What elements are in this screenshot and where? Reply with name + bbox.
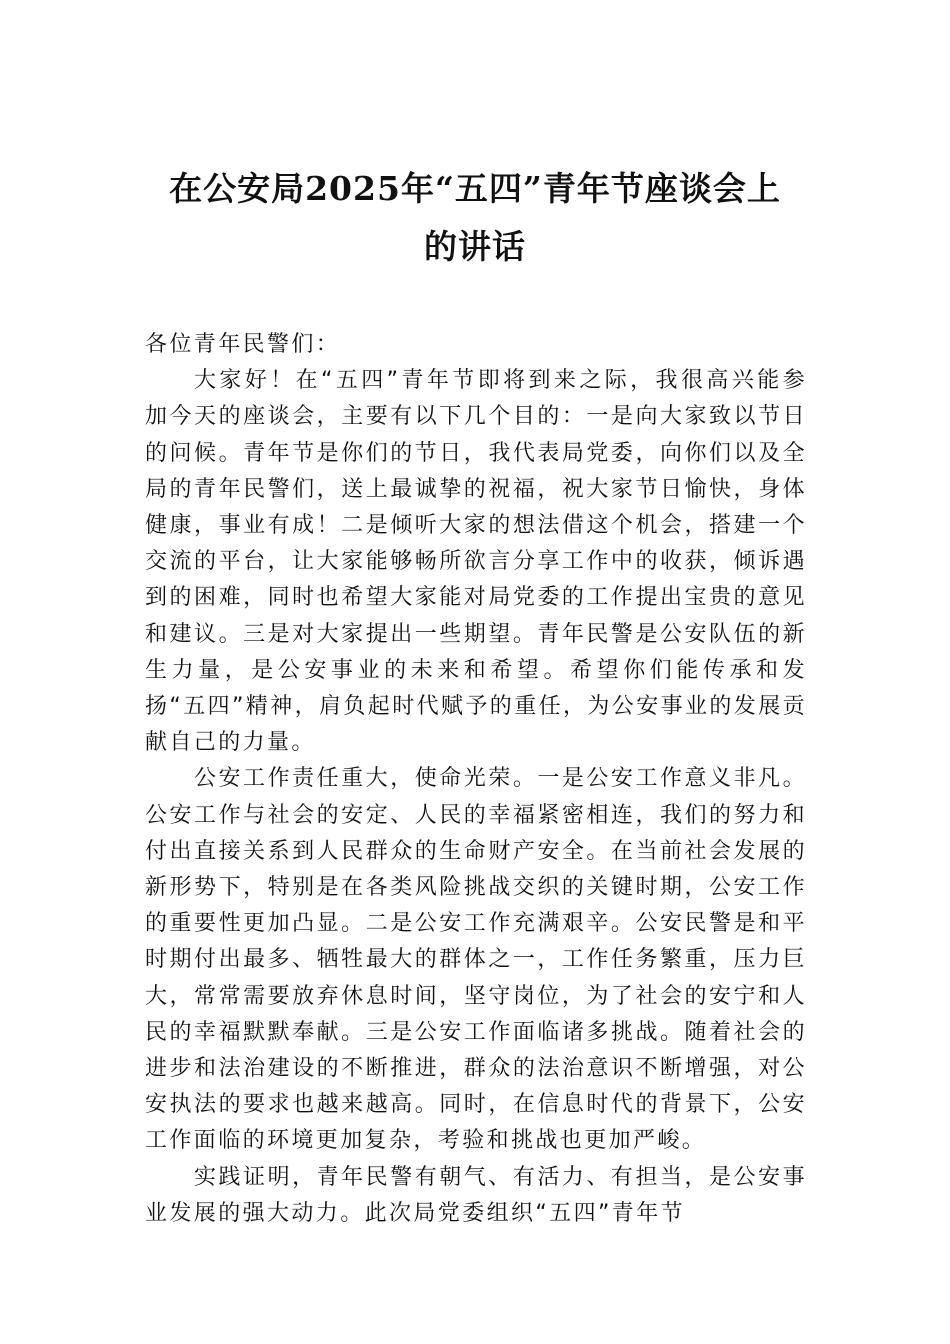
title-line-1: 在公安局2025年“五四”青年节座谈会上 [169,169,781,208]
paragraph-2: 公安工作责任重大，使命光荣。一是公安工作意义非凡。公安工作与社会的安定、人民的幸福紧密相连，我们的努力和付出直接关系到人民群众的生命财产安全。在当前社会发展的新形势下，特别是在各类风险挑战交织的关键时期，公安工作的重要性更加凸显。二是公安工作充满艰辛。公安民警是和平时期付出最多、牺牲最大的群体之一，工作任务繁重，压力巨大，常常需要放弃休息时间，坚守岗位，为了社会的安宁和人民的幸福默默奉献。三是公安工作面临诸多挑战。随着社会的进步和法治建设的不断推进，群众的法治意识不断增强，对公安执法的要求也越来越高。同时，在信息时代的背景下，公安工作面临的环境更加复杂，考验和挑战也更加严峻。 [145,766,807,1154]
title-line-2: 的讲话 [424,227,526,266]
paragraph-3: 实践证明，青年民警有朝气、有活力、有担当，是公安事业发展的强大动力。此次局党委组织“五四”青年节 [145,1164,807,1226]
document-title [140,160,810,276]
document-body [145,327,807,1232]
salutation: 各位青年民警们： [145,332,341,357]
paragraph-1: 大家好！在“五四”青年节即将到来之际，我很高兴能参加今天的座谈会，主要有以下几个目的：一是向大家致以节日的问候。青年节是你们的节日，我代表局党委，向你们以及全局的青年民警们，送上最诚挚的祝福，祝大家节日愉快，身体健康，事业有成！二是倾听大家的想法借这个机会，搭建一个交流的平台，让大家能够畅所欲言分享工作中的收获，倾诉遇到的困难，同时也希望大家能对局党委的工作提出宝贵的意见和建议。三是对大家提出一些期望。青年民警是公安队伍的新生力量，是公安事业的未来和希望。希望你们能传承和发扬“五四”精神，肩负起时代赋予的重任，为公安事业的发展贡献自己的力量。 [145,368,807,756]
